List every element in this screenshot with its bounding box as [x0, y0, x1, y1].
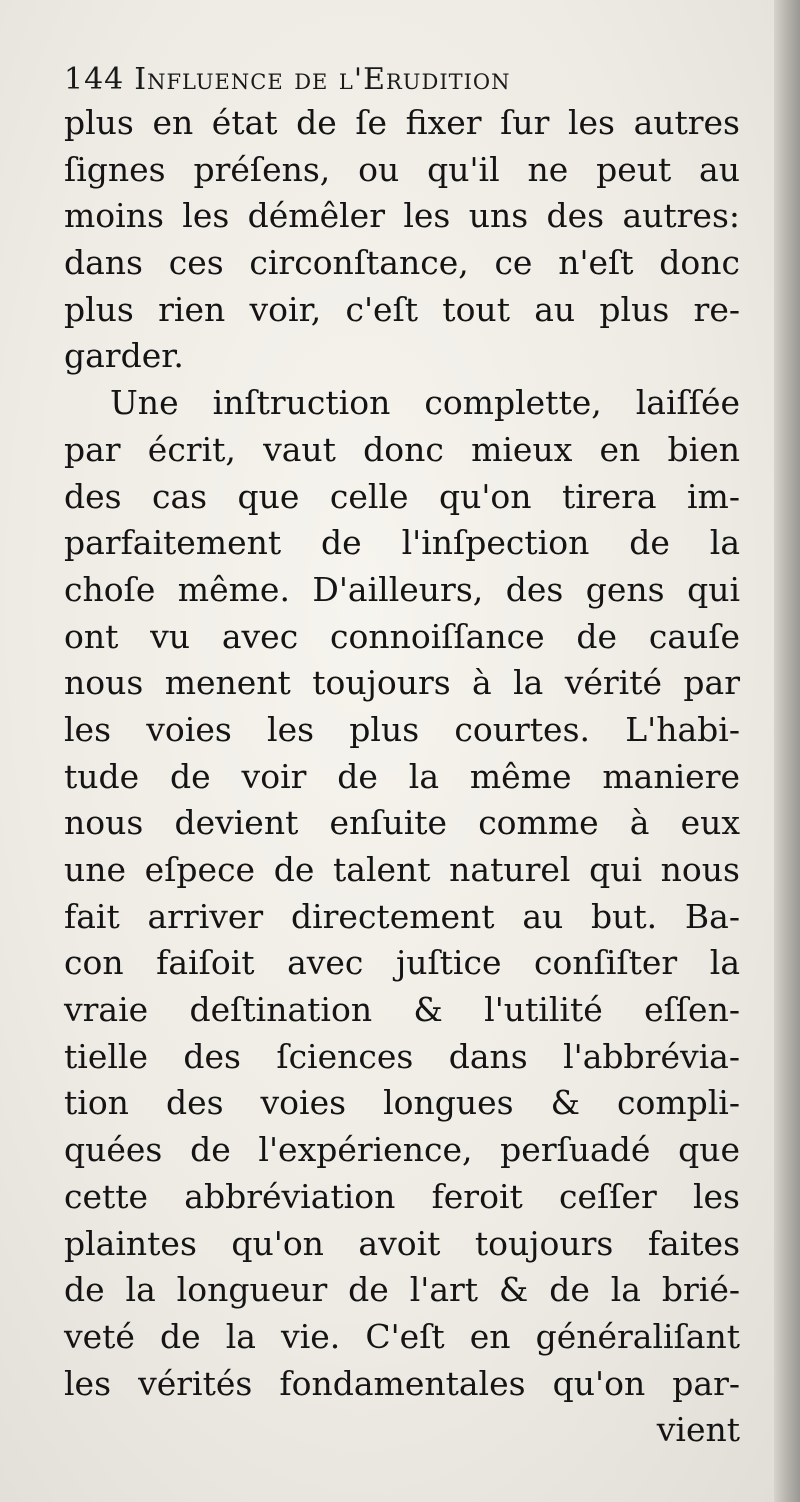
page-number: 144: [64, 62, 125, 97]
text-line: dans ces circonſtance, ce n'eſt donc: [64, 243, 740, 283]
text-line: les voies les plus courtes. L'habi-: [64, 709, 740, 749]
text-line: ſignes préſens, ou qu'il ne peut au: [64, 149, 740, 189]
text-line: garder.: [64, 336, 184, 376]
text-line: plaintes qu'on avoit toujours faites: [64, 1223, 740, 1263]
text-line: nous menent toujours à la vérité par: [64, 663, 740, 703]
text-block: [64, 60, 740, 1454]
page-gutter-shadow: [774, 0, 800, 1502]
text-line: nous devient enſuite comme à eux: [64, 803, 740, 843]
catchword: vient: [656, 1410, 740, 1450]
text-line: parfaitement de l'inſpection de la: [64, 523, 740, 563]
text-line: con faiſoit avec juſtice conſiſter la: [64, 943, 740, 983]
text-line: cette abbréviation feroit ceſſer les: [64, 1176, 740, 1216]
text-line: ont vu avec connoiſſance de cauſe: [64, 616, 740, 656]
text-line: vraie deſtination & l'utilité eſſen-: [64, 990, 740, 1030]
text-line: par écrit, vaut donc mieux en bien: [64, 429, 740, 469]
text-line: moins les démêler les uns des autres:: [64, 196, 740, 236]
text-line: tielle des ſciences dans l'abbrévia-: [64, 1036, 740, 1076]
text-line: quées de l'expérience, perſuadé que: [64, 1130, 740, 1170]
text-line: tude de voir de la même maniere: [64, 756, 740, 796]
text-line: plus rien voir, c'eſt tout au plus re-: [64, 289, 740, 329]
text-line: les vérités fondamentales qu'on par-: [64, 1363, 740, 1403]
text-line: plus en état de ſe fixer ſur les autres: [64, 103, 740, 142]
text-line: tion des voies longues & compli-: [64, 1083, 740, 1123]
text-line: une eſpece de talent naturel qui nous: [64, 850, 740, 889]
text-line: choſe même. D'ailleurs, des gens qui: [64, 569, 740, 609]
text-line: des cas que celle qu'on tirera im-: [64, 476, 740, 516]
running-title: Influence de l'Erudition: [134, 62, 511, 97]
paragraph: [64, 380, 740, 1407]
text-line: de la longueur de l'art & de la brié-: [64, 1270, 740, 1310]
text-line: Une inſtruction complette, laiſſée: [110, 383, 740, 423]
paragraph: [64, 100, 740, 380]
running-head: [64, 60, 740, 100]
text-line: veté de la vie. C'eſt en généraliſant: [64, 1316, 740, 1356]
text-line: fait arriver directement au but. Ba-: [64, 896, 740, 936]
